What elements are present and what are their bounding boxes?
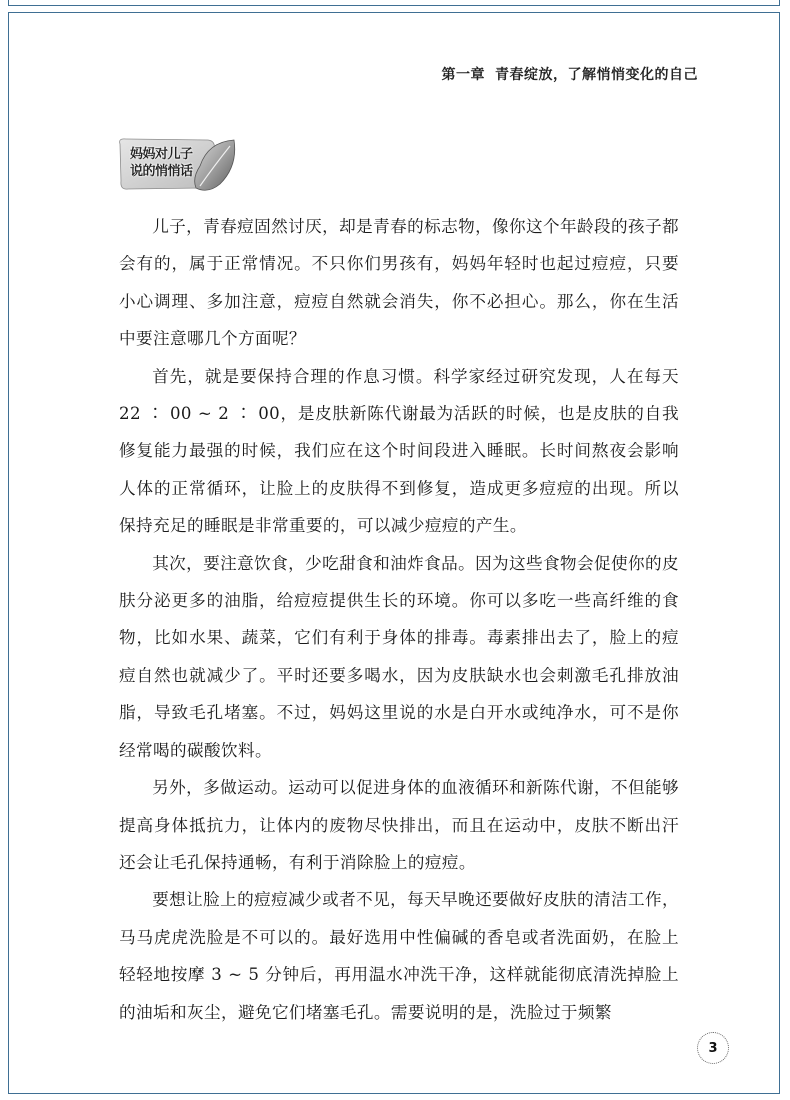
body-text [119, 208, 679, 1031]
top-frame-border [8, 0, 780, 6]
page-number: 3 [697, 1032, 729, 1064]
chapter-number: 第一章 [441, 67, 485, 83]
paragraph-5: 要想让脸上的痘痘减少或者不见，每天早晚还要做好皮肤的清洁工作，马马虎虎洗脸是不可以的。最好选用中性偏碱的香皂或者洗面奶，在脸上轻轻地按摩 3 ~ 5 分钟后，再用温水冲洗干净，这样就能彻底清洗掉脸上的油垢和灰尘，避免它们堵塞毛孔。需要说明的是，洗脸过于频繁 [119, 890, 679, 1022]
chapter-title: 青春绽放，了解悄悄变化的自己 [495, 67, 698, 83]
badge-label-line-2: 说的悄悄话 [130, 164, 193, 179]
section-badge [116, 136, 240, 194]
paragraph-1: 儿子，青春痘固然讨厌，却是青春的标志物，像你这个年龄段的孩子都会有的，属于正常情况。不只你们男孩有，妈妈年轻时也起过痘痘，只要小心调理、多加注意，痘痘自然就会消失，你不必担心。那么，你在生活中要注意哪几个方面呢？ [119, 217, 679, 349]
paragraph-2: 首先，就是要保持合理的作息习惯。科学家经过研究发现，人在每天22 ∶ 00 ~ 2 ∶ 00，是皮肤新陈代谢最为活跃的时候，也是皮肤的自我修复能力最强的时候，我们应在这个时间段进入睡眠。长时间熬夜会影响人体的正常循环，让脸上的皮肤得不到修复，造成更多痘痘的出现。所以保持充足的睡眠是非常重要的，可以减少痘痘的产生。 [119, 366, 679, 536]
paragraph-3: 其次，要注意饮食，少吃甜食和油炸食品。因为这些食物会促使你的皮肤分泌更多的油脂，给痘痘提供生长的环境。你可以多吃一些高纤维的食物，比如水果、蔬菜，它们有利于身体的排毒。毒素排出去了，脸上的痘痘自然也就减少了。平时还要多喝水，因为皮肤缺水也会刺激毛孔排放油脂，导致毛孔堵塞。不过，妈妈这里说的水是白开水或纯净水，可不是你经常喝的碳酸饮料。 [119, 553, 679, 760]
badge-label [130, 146, 210, 180]
paragraph-4: 另外，多做运动。运动可以促进身体的血液循环和新陈代谢，不但能够提高身体抵抗力，让体内的废物尽快排出，而且在运动中，皮肤不断出汗还会让毛孔保持通畅，有利于消除脸上的痘痘。 [119, 778, 679, 872]
badge-label-line-1: 妈妈对儿子 [130, 147, 193, 162]
running-header [442, 64, 699, 84]
